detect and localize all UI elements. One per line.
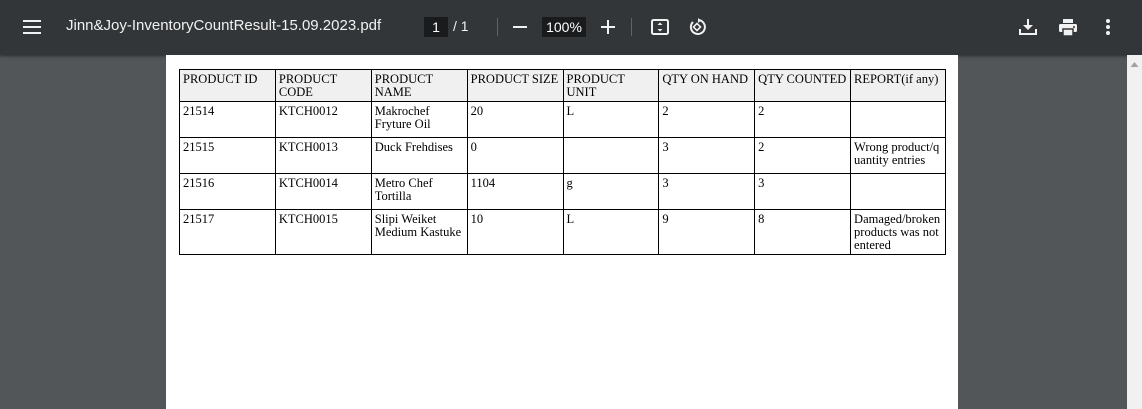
cell-qty-on-hand: 2 [659, 102, 755, 138]
minus-icon [513, 20, 527, 34]
cell-product-id: 21517 [180, 210, 276, 255]
cell-product-id: 21514 [180, 102, 276, 138]
hamburger-menu-icon [23, 20, 41, 34]
table-row [180, 210, 946, 255]
header-product-name: PRODUCT NAME [371, 70, 467, 102]
header-qty-counted: QTY COUNTED [755, 70, 851, 102]
cell-product-size: 0 [467, 138, 563, 174]
cell-product-size: 20 [467, 102, 563, 138]
header-product-size: PRODUCT SIZE [467, 70, 563, 102]
cell-product-name: Makrochef Fryture Oil [371, 102, 467, 138]
cell-qty-counted: 8 [755, 210, 851, 255]
more-actions-button[interactable] [1096, 15, 1120, 39]
header-product-code: PRODUCT CODE [275, 70, 371, 102]
cell-product-name: Slipi Weiket Medium Kastuke [371, 210, 467, 255]
inventory-table [179, 69, 946, 255]
cell-product-name: Metro Chef Tortilla [371, 174, 467, 210]
table-row [180, 174, 946, 210]
cell-report: Wrong product/quantity entries [851, 138, 946, 174]
toolbar-divider [631, 18, 632, 36]
table-row [180, 102, 946, 138]
print-icon [1059, 19, 1077, 36]
header-qty-on-hand: QTY ON HAND [659, 70, 755, 102]
cell-report: Damaged/broken products was not entered [851, 210, 946, 255]
vertical-scrollbar[interactable] [1127, 55, 1142, 409]
cell-product-name: Duck Frehdises [371, 138, 467, 174]
zoom-level-input[interactable]: 100% [542, 17, 586, 37]
cell-product-code: KTCH0013 [275, 138, 371, 174]
cell-qty-counted: 3 [755, 174, 851, 210]
cell-product-unit: L [563, 210, 659, 255]
cell-product-code: KTCH0014 [275, 174, 371, 210]
table-row [180, 138, 946, 174]
print-button[interactable] [1056, 15, 1080, 39]
cell-qty-on-hand: 3 [659, 138, 755, 174]
cell-product-unit [563, 138, 659, 174]
cell-qty-counted: 2 [755, 138, 851, 174]
fit-to-page-button[interactable] [648, 15, 672, 39]
zoom-out-button[interactable] [509, 15, 531, 39]
pdf-page [166, 55, 958, 409]
download-icon [1019, 18, 1037, 36]
zoom-in-button[interactable] [597, 15, 619, 39]
cell-report [851, 174, 946, 210]
cell-product-unit: g [563, 174, 659, 210]
download-button[interactable] [1016, 15, 1040, 39]
header-product-id: PRODUCT ID [180, 70, 276, 102]
cell-product-id: 21516 [180, 174, 276, 210]
more-vert-icon [1106, 19, 1110, 35]
document-title: Jinn&Joy-InventoryCountResult-15.09.2023.pdf [66, 17, 382, 34]
page-total: / 1 [453, 18, 469, 34]
cell-qty-counted: 2 [755, 102, 851, 138]
cell-product-size: 10 [467, 210, 563, 255]
header-report: REPORT(if any) [851, 70, 946, 102]
pdf-toolbar [0, 0, 1142, 55]
cell-product-code: KTCH0012 [275, 102, 371, 138]
scroll-up-arrow-icon[interactable] [1130, 59, 1139, 71]
rotate-icon [688, 18, 706, 36]
header-product-unit: PRODUCT UNIT [563, 70, 659, 102]
menu-button[interactable] [16, 13, 48, 41]
cell-product-code: KTCH0015 [275, 210, 371, 255]
fit-page-icon [651, 18, 669, 36]
cell-report [851, 102, 946, 138]
cell-qty-on-hand: 9 [659, 210, 755, 255]
table-header-row [180, 70, 946, 102]
page-number-input[interactable]: 1 [424, 17, 448, 37]
cell-product-size: 1104 [467, 174, 563, 210]
cell-product-id: 21515 [180, 138, 276, 174]
rotate-button[interactable] [685, 15, 709, 39]
cell-qty-on-hand: 3 [659, 174, 755, 210]
plus-icon [601, 20, 615, 34]
cell-product-unit: L [563, 102, 659, 138]
toolbar-divider [497, 18, 498, 36]
